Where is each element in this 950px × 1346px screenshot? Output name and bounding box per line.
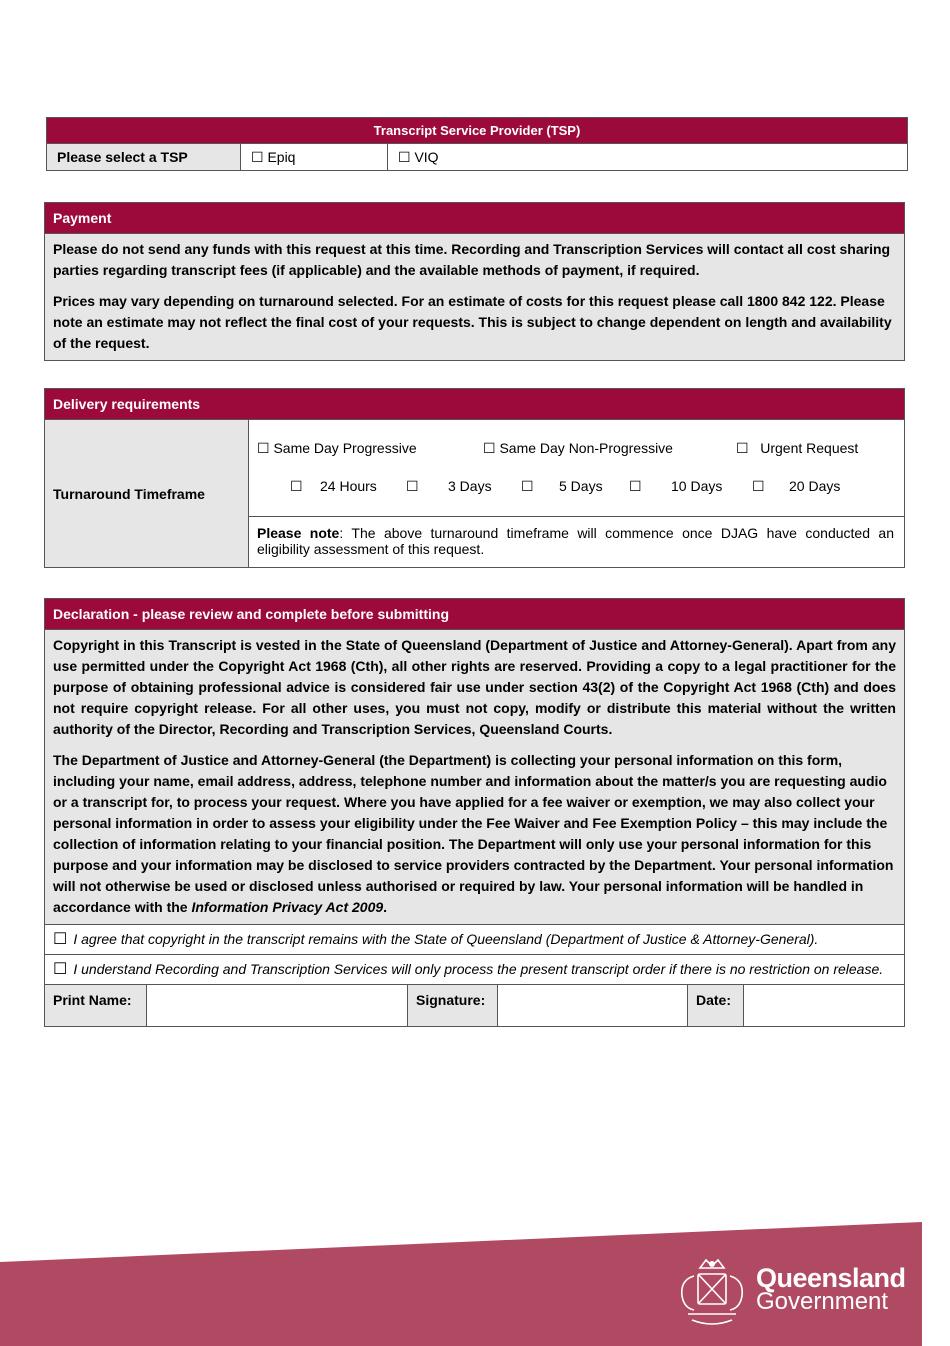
- tsp-label: Please select a TSP: [47, 144, 241, 171]
- turnaround-row-2: [249, 468, 904, 516]
- option-label: Urgent Request: [760, 440, 859, 456]
- coat-of-arms-icon: [672, 1252, 752, 1328]
- logo-text: [756, 1263, 906, 1315]
- note-text: : The above turnaround timeframe will commence once DJAG have conducted an eligibility assessment of this request.: [257, 525, 894, 557]
- declaration-title: Declaration - please review and complete before submitting: [45, 599, 904, 630]
- turnaround-note: [249, 516, 904, 567]
- option-label: Same Day Non-Progressive: [499, 440, 673, 456]
- option-label: Same Day Progressive: [273, 440, 417, 456]
- tsp-option-epiq[interactable]: ☐ Epiq: [241, 144, 388, 171]
- tsp-table: [46, 117, 908, 171]
- logo-line-1: Queensland: [756, 1263, 906, 1293]
- declaration-para-1: Copyright in this Transcript is vested in the State of Queensland (Department of Justice and Attorney-General). Apart from any use permitted under the Copyright Act 1968 (Cth), all other rights are reserved. Providing a copy to a legal practitioner for the purpose of obtaining professional advice is considered fair use under section 43(2) of the Copyright Act 1968 (Cth) and does not require copyright release. For all other uses, you must not copy, modify or distribute this material without the written authority of the Director, Recording and Transcription Services, Queensland Courts.: [53, 637, 896, 737]
- checkbox-20-days[interactable]: ☐: [752, 478, 765, 494]
- delivery-section: [44, 388, 905, 568]
- signature-row: [45, 984, 904, 1026]
- agree-restriction-text: I understand Recording and Transcription Services will only process the present transcript order if there is no restriction on release.: [73, 961, 884, 977]
- option-20-days: 20 Days: [789, 478, 841, 494]
- date-field[interactable]: [744, 985, 904, 1026]
- turnaround-options: [249, 420, 904, 567]
- checkbox-5-days[interactable]: ☐: [521, 478, 534, 494]
- option-same-day-progressive[interactable]: [257, 440, 417, 457]
- payment-body: [45, 234, 904, 360]
- agree-copyright-row[interactable]: [45, 924, 904, 954]
- declaration-para-2-end: .: [383, 899, 388, 915]
- queensland-government-logo: [672, 1252, 906, 1328]
- date-label: Date:: [688, 985, 744, 1026]
- logo-line-2: Government: [756, 1288, 889, 1315]
- checkbox-24-hours[interactable]: ☐: [290, 478, 303, 494]
- checkbox-icon[interactable]: ☐: [483, 440, 496, 456]
- checkbox-icon[interactable]: ☐: [257, 440, 270, 456]
- option-3-days: 3 Days: [448, 478, 492, 494]
- checkbox-icon[interactable]: ☐: [53, 931, 68, 948]
- option-same-day-non-progressive[interactable]: [483, 440, 673, 457]
- privacy-act-name: Information Privacy Act 2009: [191, 899, 384, 915]
- turnaround-row-1: [249, 430, 904, 468]
- option-5-days: 5 Days: [559, 478, 603, 494]
- payment-title: Payment: [45, 203, 904, 234]
- note-label: Please note: [257, 525, 340, 541]
- delivery-title: Delivery requirements: [45, 389, 904, 420]
- print-name-label: Print Name:: [45, 985, 147, 1026]
- payment-para-1: Please do not send any funds with this request at this time. Recording and Transcription Services will contact all cost sharing parties regarding transcript fees (if applicable) and the available methods of payment, if required.: [53, 241, 891, 278]
- payment-section: [44, 202, 905, 361]
- turnaround-label: Turnaround Timeframe: [45, 420, 249, 567]
- checkbox-3-days[interactable]: ☐: [406, 478, 419, 494]
- declaration-para-2: [53, 750, 896, 918]
- signature-label: Signature:: [408, 985, 498, 1026]
- payment-para-2: Prices may vary depending on turnaround selected. For an estimate of costs for this request please call 1800 842 122. Please note an estimate may not reflect the final cost of your requests. This is subject to change dependent on length and availability of the request.: [53, 293, 892, 351]
- checkbox-10-days[interactable]: ☐: [629, 478, 642, 494]
- option-24-hours: 24 Hours: [320, 478, 377, 494]
- tsp-option-viq[interactable]: ☐ VIQ: [388, 144, 908, 171]
- print-name-field[interactable]: [147, 985, 408, 1026]
- option-urgent-request[interactable]: [736, 440, 858, 457]
- checkbox-icon[interactable]: ☐: [736, 440, 749, 456]
- option-10-days: 10 Days: [671, 478, 723, 494]
- checkbox-icon[interactable]: ☐: [53, 961, 68, 978]
- declaration-body: [45, 630, 904, 924]
- declaration-section: [44, 598, 905, 1027]
- agree-copyright-text: I agree that copyright in the transcript remains with the State of Queensland (Department of Justice & Attorney-General).: [73, 931, 819, 947]
- delivery-grid: [45, 420, 904, 567]
- tsp-header: Transcript Service Provider (TSP): [47, 118, 908, 144]
- declaration-para-2-text: The Department of Justice and Attorney-General (the Department) is collecting your personal information on this form, including your name, email address, address, telephone number and information about the matter/s you are requesting audio or a transcript for, to process your request. Where you have applied for a fee waiver or exemption, we may also collect your personal information in order to assess your eligibility under the Fee Waiver and Fee Exemption Policy – this may include the collection of information relating to your financial position. The Department will only use your personal information for this purpose and your information may be disclosed to service providers contracted by the Department. Your personal information will not otherwise be used or disclosed unless authorised or required by law. Your personal information will be handled in accordance with the: [53, 752, 894, 915]
- agree-restriction-row[interactable]: [45, 954, 904, 984]
- signature-field[interactable]: [498, 985, 688, 1026]
